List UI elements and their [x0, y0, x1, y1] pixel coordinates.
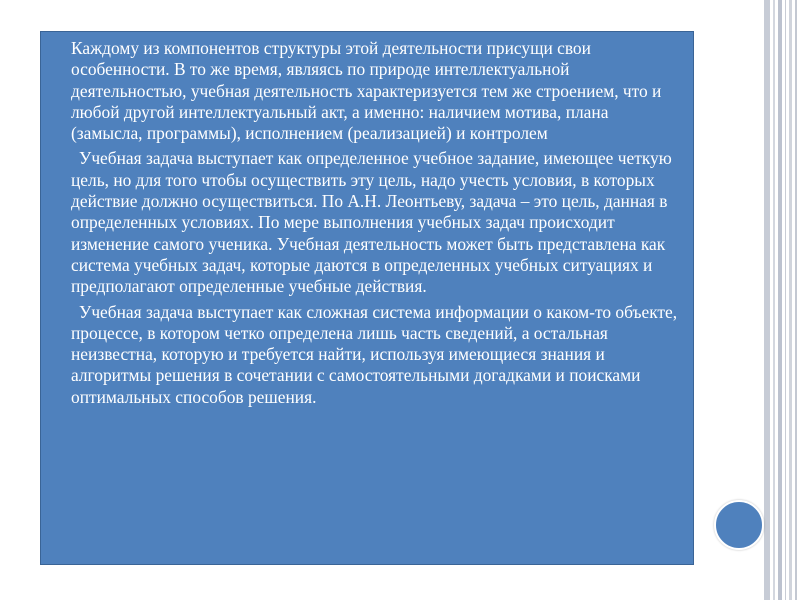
content-text-box	[40, 31, 694, 565]
stripe	[778, 0, 782, 600]
stripe	[764, 0, 770, 600]
paragraph-1: Каждому из компонентов структуры этой деятельности присущи свои особенности. В то же время, являясь по природе интеллектуальной деятельностью, учебная деятельность характеризуется тем же строением, что и любой другой интеллектуальный акт, а именно: наличием мотива, плана (замысла, программы), исполнением (реализацией) и контролем	[71, 38, 662, 144]
stripe	[785, 0, 786, 600]
stripe	[795, 0, 797, 600]
stripe	[789, 0, 792, 600]
paragraph-2: Учебная задача выступает как определенное учебное задание, имеющее четкую цель, но для того чтобы осуществить эту цель, надо учесть условия, в которых действие должно осуществиться. По А.Н. Леонтьеву, задача – это цель, данная в определенных условиях. По мере выполнения учебных задач происходит изменение самого ученика. Учебная деятельность может быть представлена как система учебных задач, которые даются в определенных учебных ситуациях и предполагают определенные учебные действия.	[71, 148, 672, 297]
stripe	[773, 0, 775, 600]
paragraph-3: Учебная задача выступает как сложная система информации о каком-то объекте, процессе, в котором четко определена лишь часть сведений, а остальная неизвестна, которую и требуется найти, используя имеющиеся знания и алгоритмы решения в сочетании с самостоятельными догадками и поисками оптимальных способов решения.	[71, 301, 678, 407]
decorative-stripes	[760, 0, 800, 600]
decorative-circle	[714, 500, 764, 550]
